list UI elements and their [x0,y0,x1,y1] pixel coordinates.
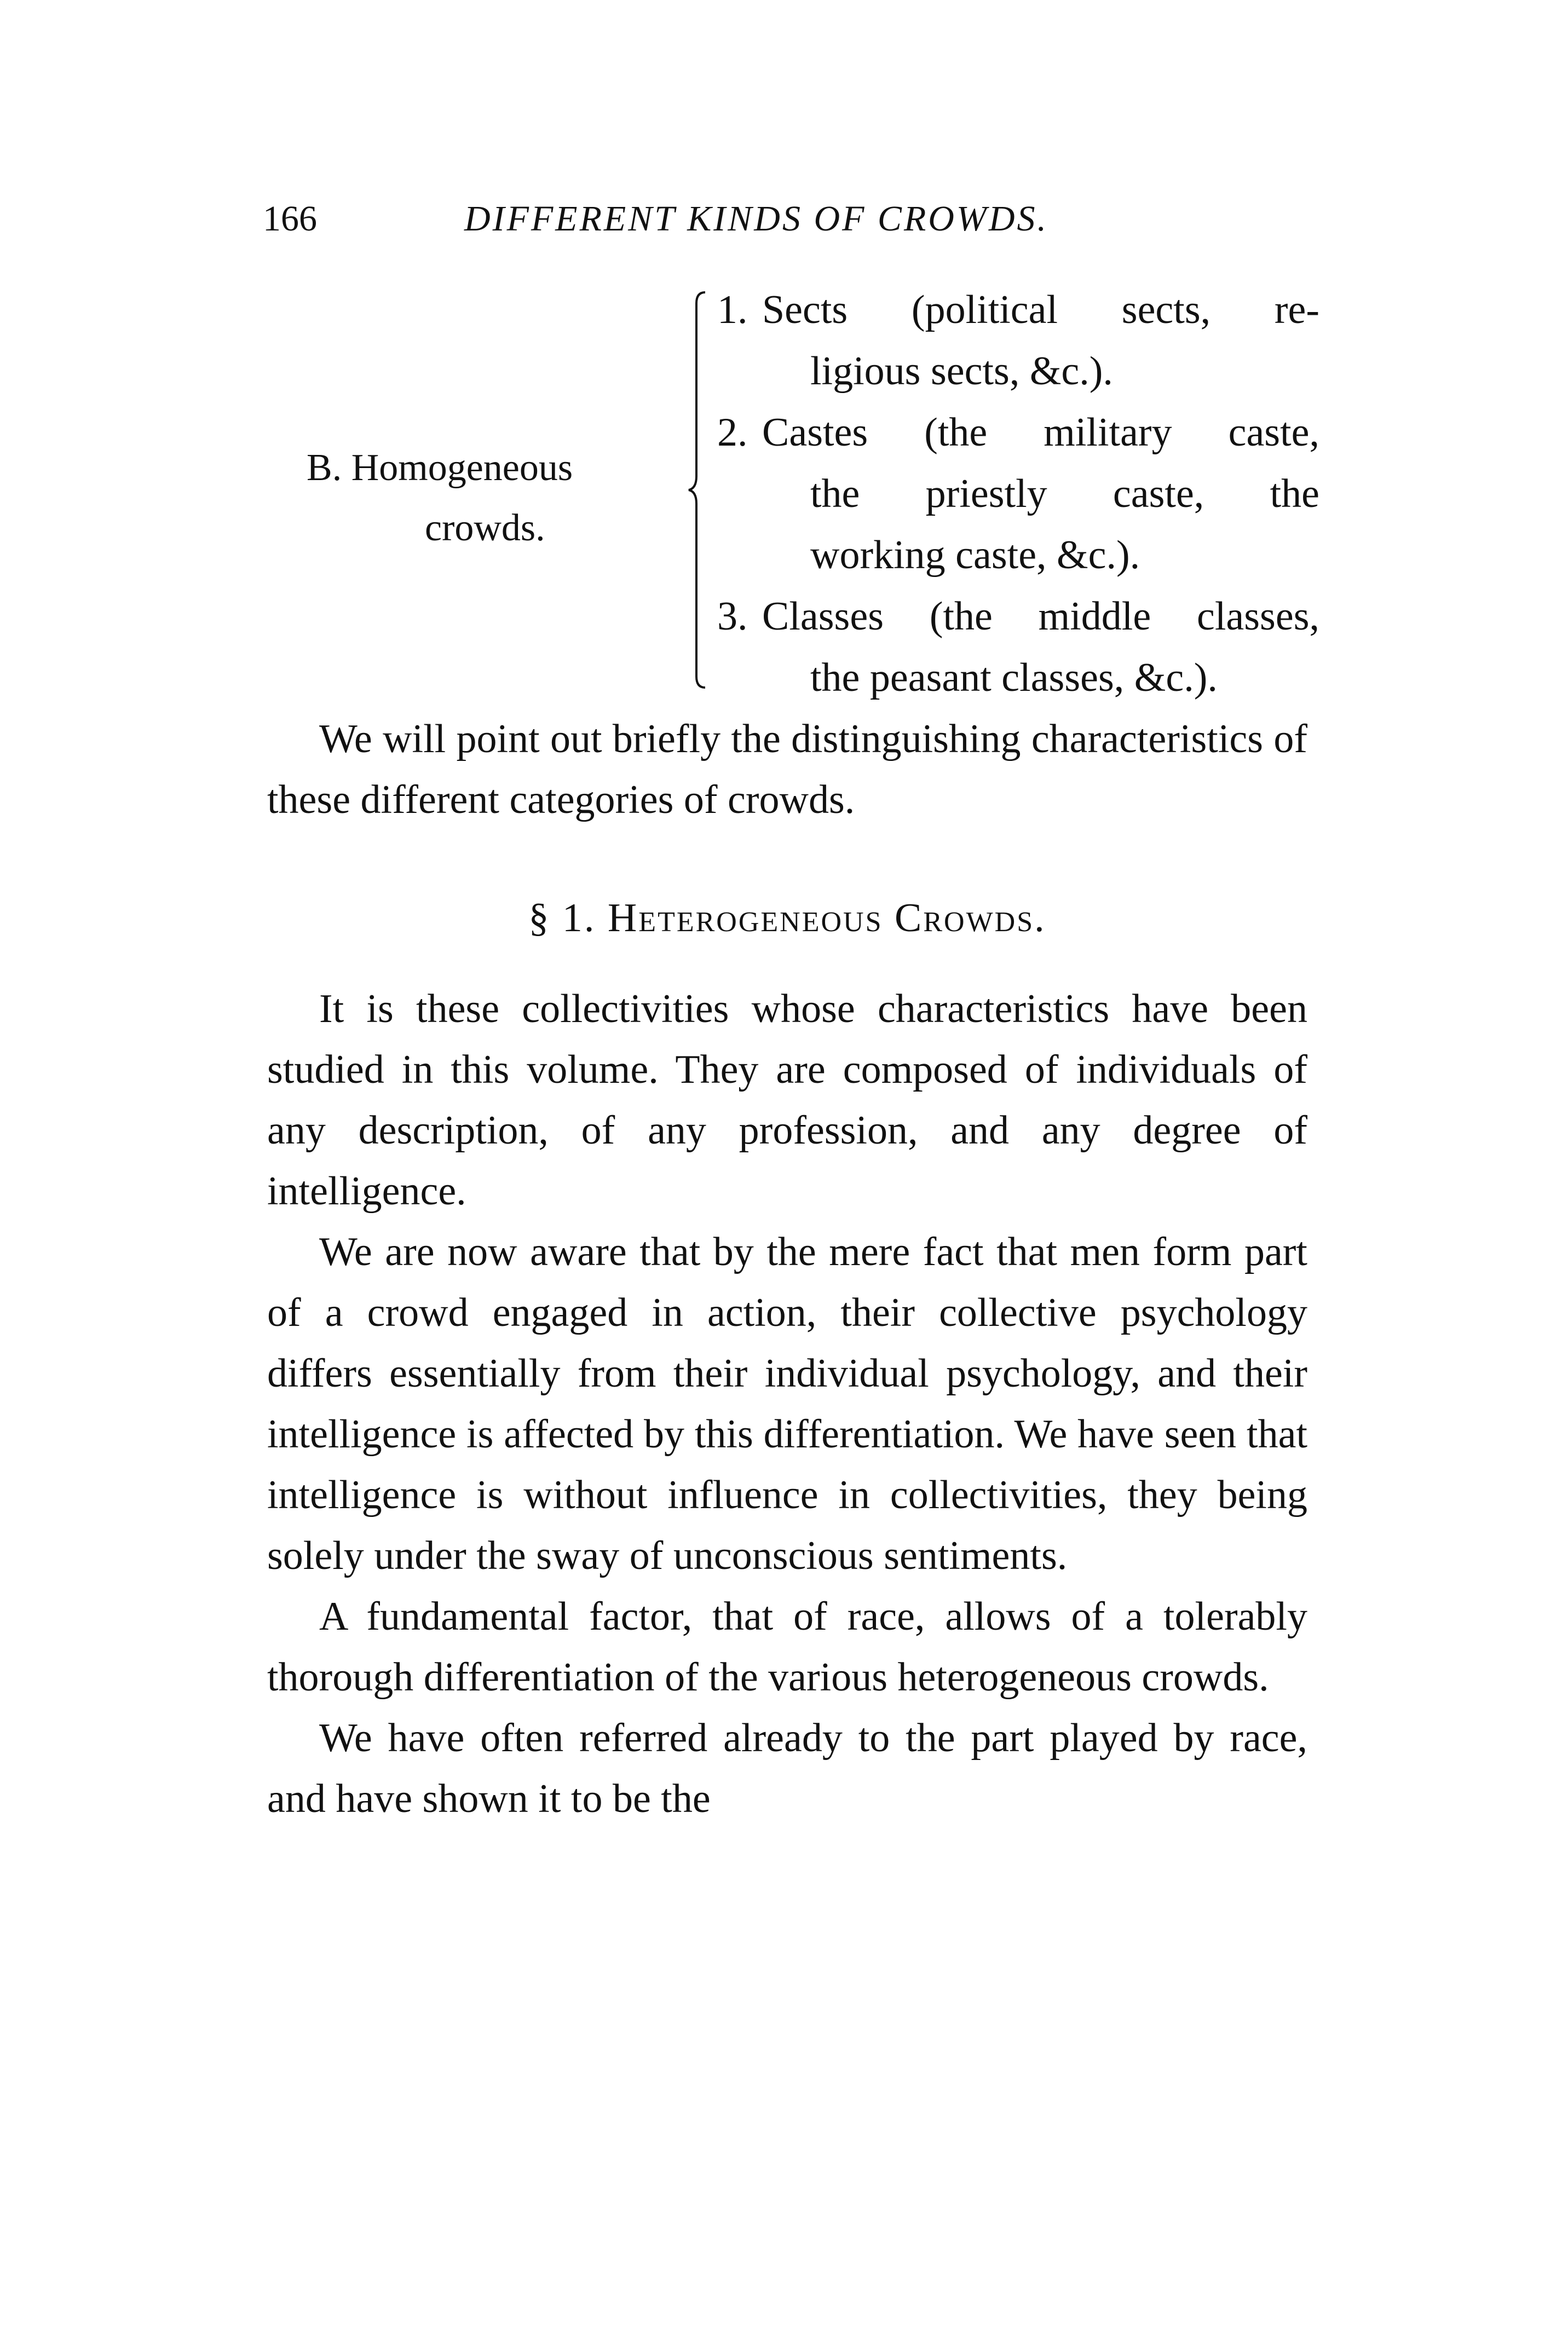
running-head [263,189,1314,249]
item-text: Castes (the military caste, [762,410,1319,455]
body-text [267,709,1307,1830]
item-number: 2. [717,410,748,455]
item-number: 3. [717,594,748,639]
item-text-continued: working caste, &c.). [810,533,1140,578]
classification-table [263,279,1319,706]
list-item [717,402,1319,586]
list-item [717,586,1319,708]
classification-items [717,279,1319,708]
paragraph: We will point out briefly the distinguishing characteristics of these different categories of crowds. [267,717,1307,822]
classification-label-line1: B. Homogeneous [307,447,573,489]
classification-label-line2: crowds. [425,507,545,549]
paragraph: A fundamental factor, that of race, allows of a tolerably thorough differentiation of the various heterogeneous crowds. [267,1594,1307,1700]
list-item [717,279,1319,402]
item-text-continued: the peasant classes, &c.). [810,655,1218,700]
curly-brace-icon [684,290,712,690]
section-heading: § 1. Heterogeneous Crowds. [528,896,1046,940]
item-text-continued: the priestly caste, the [810,471,1319,516]
page-number: 166 [263,199,317,239]
item-number: 1. [717,287,748,332]
item-text: Sects (political sects, re- [762,287,1319,332]
paragraph: We are now aware that by the mere fact that men form part of a crowd engaged in action, their collective psychology differs essentially from their individual psychology, and their intelligence is affected by this differentiation. We have seen that intelligence is without influence in collectivities, they being solely under the sway of unconscious sentiments. [267,1230,1307,1578]
running-title: DIFFERENT KINDS OF CROWDS. [464,199,1049,239]
item-text: Classes (the middle classes, [762,594,1319,639]
paragraph: It is these collectivities whose characteristics have been studied in this volume. They are composed of individuals of any description, of any profession, and any degree of intelligence. [267,986,1307,1214]
item-text-continued: ligious sects, &c.). [810,349,1113,394]
paragraph: We have often referred already to the part played by race, and have shown it to be the [267,1716,1307,1821]
